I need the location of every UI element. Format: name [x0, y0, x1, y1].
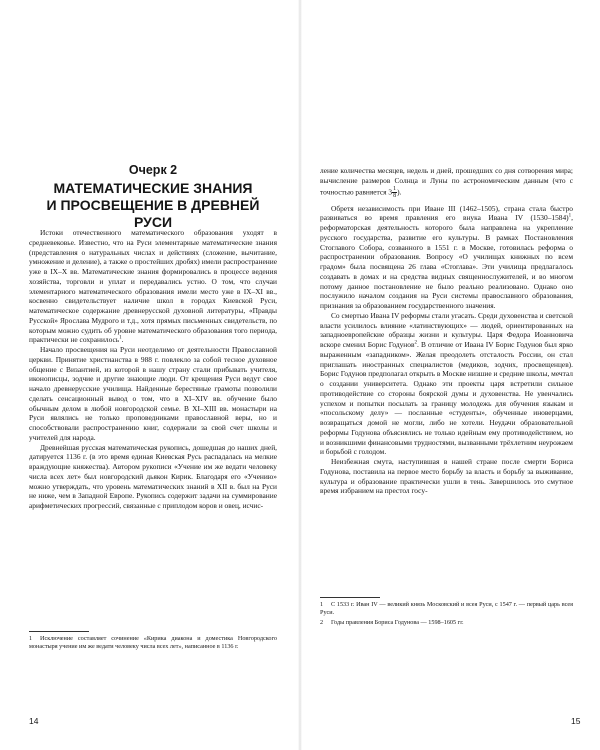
footnote [320, 601, 573, 617]
footnote-text: Годы правления Бориса Годунова — 1598–1605 гг. [331, 619, 464, 626]
footnote-divider [29, 631, 89, 632]
paragraph: Истоки отечественного математического образования уходят в средневековье. Известно, что на Руси элементарные математические знания (представления о натуральных числах и действиях (сложение, вычитание, умножение и деление), а также о простейших дробях) имели распространение уже в IX–X вв. Математические знания формировались в процессе ведения хозяйства, торговли и уплат и передавались устно. О том, что случаи элементарного математического образования имели место уже в IX–XI вв., косвенно свидетельствует наличие школ в городах Киевской Руси, математическое содержание древнерусской духовной литературы, «Правды Русской» Ярослава Мудрого и т.д., хотя прямых письменных свидетельств, по которым можно судить об уровне математического образования того периода, практически не сохранилось$^1$. [29, 228, 277, 345]
footnote-marker: 1 [119, 335, 122, 341]
paragraph [320, 166, 573, 200]
paragraph: Начало просвещения на Руси неотделимо от деятельности Православной церкви. Принятие христианства в 988 г. повлекло за собой тесное духовное общение с Византией, из которой в нашу страну стали прибывать учителя, иконописцы, зодчие и другие знающие люди. От крещения Руси ведут свое начало древнерусские училища. Найденные берестяные грамоты позволили сделать сенсационный вывод о том, что в XI–XIV вв. обучение было обычным делом в любой новгородской семье. В XI–XIII вв. монастыри на Руси являлись не только проповедниками православной веры, но и способствовали распространению книг, содержали за свой счет школы и учителей для народа. [29, 345, 277, 442]
paragraph-text: ление количества месяцев, недель и дней, прошедших со дня сотворения мира; вычисление размеров Солнца и Луны по астрономическим данным (что с точностью равняется 3 [320, 166, 573, 197]
footnote [320, 619, 573, 627]
paragraph-text: ). [397, 187, 402, 197]
right-body-text [320, 166, 573, 496]
footnote-number: 1 [29, 635, 33, 642]
footnote-number: 2 [320, 619, 324, 626]
footnote [29, 635, 277, 651]
footnote-divider [320, 597, 380, 598]
paragraph: Древнейшая русская математическая рукопись, дошедшая до наших дней, датируется 1136 г. (в это время единая Киевская Русь распадалась на мелкие враждующие княжества). Автором рукописи «Учение им же ведати человеку числа всех лет» был новгородский дьякон Кирик. Благодаря его «Учению» можно утверждать, что уровень математических знаний в XII в. был на Руси не ниже, чем в Западной Европе. Рукопись содержит задачи на суммирование арифметических прогрессий, связанные с приплодом коров и овец, исчис- [29, 442, 277, 510]
left-body-text [29, 228, 277, 511]
right-page [300, 0, 600, 750]
essay-label: Очерк 2 [128, 163, 178, 177]
chapter-title-line-1: МАТЕМАТИЧЕСКИЕ ЗНАНИЯ [53, 180, 253, 196]
fraction-denominator: 8 [393, 193, 397, 199]
paragraph [320, 311, 573, 457]
page-number: 14 [29, 716, 39, 726]
paragraph [320, 204, 573, 311]
paragraph: Неизбежная смута, наступившая в нашей стране после смерти Бориса Годунова, поставила на первое место борьбу за власть и борьбу за выживание, культура и образование практически ушли в тень. Завершилось это смутное время избранием на престол госу- [320, 457, 573, 496]
chapter-title-line-2: И ПРОСВЕЩЕНИЕ В ДРЕВНЕЙ РУСИ [46, 197, 260, 230]
paragraph-text: Истоки отечественного математического образования уходят в средневековье. Известно, что на Руси элементарные математические знания (представления о натуральных числах и действиях (сложение, вычитание, умножение и деление), а также о простейших дробях) имели распространение уже в IX–X вв. Математические знания формировались в процессе ведения хозяйства, торговли и уплат и передавались устно. О том, что случаи элементарного математического образования имели место уже в IX–XI вв., косвенно свидетельствует наличие школ в городах Киевской Руси, математическое содержание древнерусской духовной литературы, «Правды Русской» Ярослава Мудрого и т.д., хотя прямых письменных свидетельств, по которым можно судить об уровне математического образования того периода, практически не сохранилось [29, 228, 277, 345]
paragraph-text: , реформаторская деятельность которого была направлена на укрепление русского государства, развитие его культуры. В рамках Постановления Стоглавого Собора, созванного в 1551 г. в Москве, готовилась реформа о распространении образования. Вопросу «О училищах книжных по всем градом» была посвящена 26 глава «Стоглава». Эти училища предлагалось создавать в домах и на средства видных священнослужителей, и во многом потому данное постановление не было реально реализовано. Однако оно послужило началом создания на Руси системы православного образования, признания за образованием государственного значения. [320, 213, 573, 310]
footnote-text: С 1533 г. Иван IV — великий князь Московский и всея Руси, с 1547 г. — первый царь всея Руси. [320, 601, 573, 617]
footnote-marker: 2 [414, 340, 417, 346]
chapter-title [29, 180, 277, 231]
footnote-number: 1 [320, 601, 324, 608]
paragraph-text: . В отличие от Ивана IV Борис Годунов был ярко выраженным «западником». Желая преодолеть отсталость России, он стал приглашать иностранных специалистов (медиков, зодчих, просвещенцев). Борис Годунов предполагал открыть в Москве низшие и средние школы, мечтал о создании университета. Однако эти проекты царя встретили сильное противодействие со стороны боярской думы и духовенства. Не увенчались успехом и попытки посылать за границу молодежь для обучения языкам и «посольскому делу» — посланные «студенты», обученные иноверцами, возвращаться домой не могли, либо не хотели. Неудачи образовательной реформы Годунова объяснялись не только идейным ему противодействием, но и возникшими финансовыми трудностями, вызванными трёхлетним неурожаем и борьбой с голодом. [320, 340, 573, 457]
fraction-numerator: 1 [393, 185, 397, 192]
footnote-text: Исключение составляет сочинение «Кирика диакона и доместика Новгородского монастыря учение им же ведати человеку числа всех лет», написанное в 1136 г. [29, 635, 277, 651]
page-number: 15 [571, 716, 581, 726]
paragraph-text: Со смертью Ивана IV реформы стали угасать. Среди духовенства и светской власти усилилось влияние «латинствующих» — людей, ориентированных на западноевропейские образцы жизни и культуры. Царя Федора Иоанновича вскоре сменил Борис Годунов [320, 310, 573, 349]
paragraph-text: Обретя независимость при Иване III (1462–1505), страна стала быстро развиваться во время правления его внука Ивана IV (1530–1584) [320, 203, 573, 223]
footnote-marker: 1 [568, 213, 572, 219]
